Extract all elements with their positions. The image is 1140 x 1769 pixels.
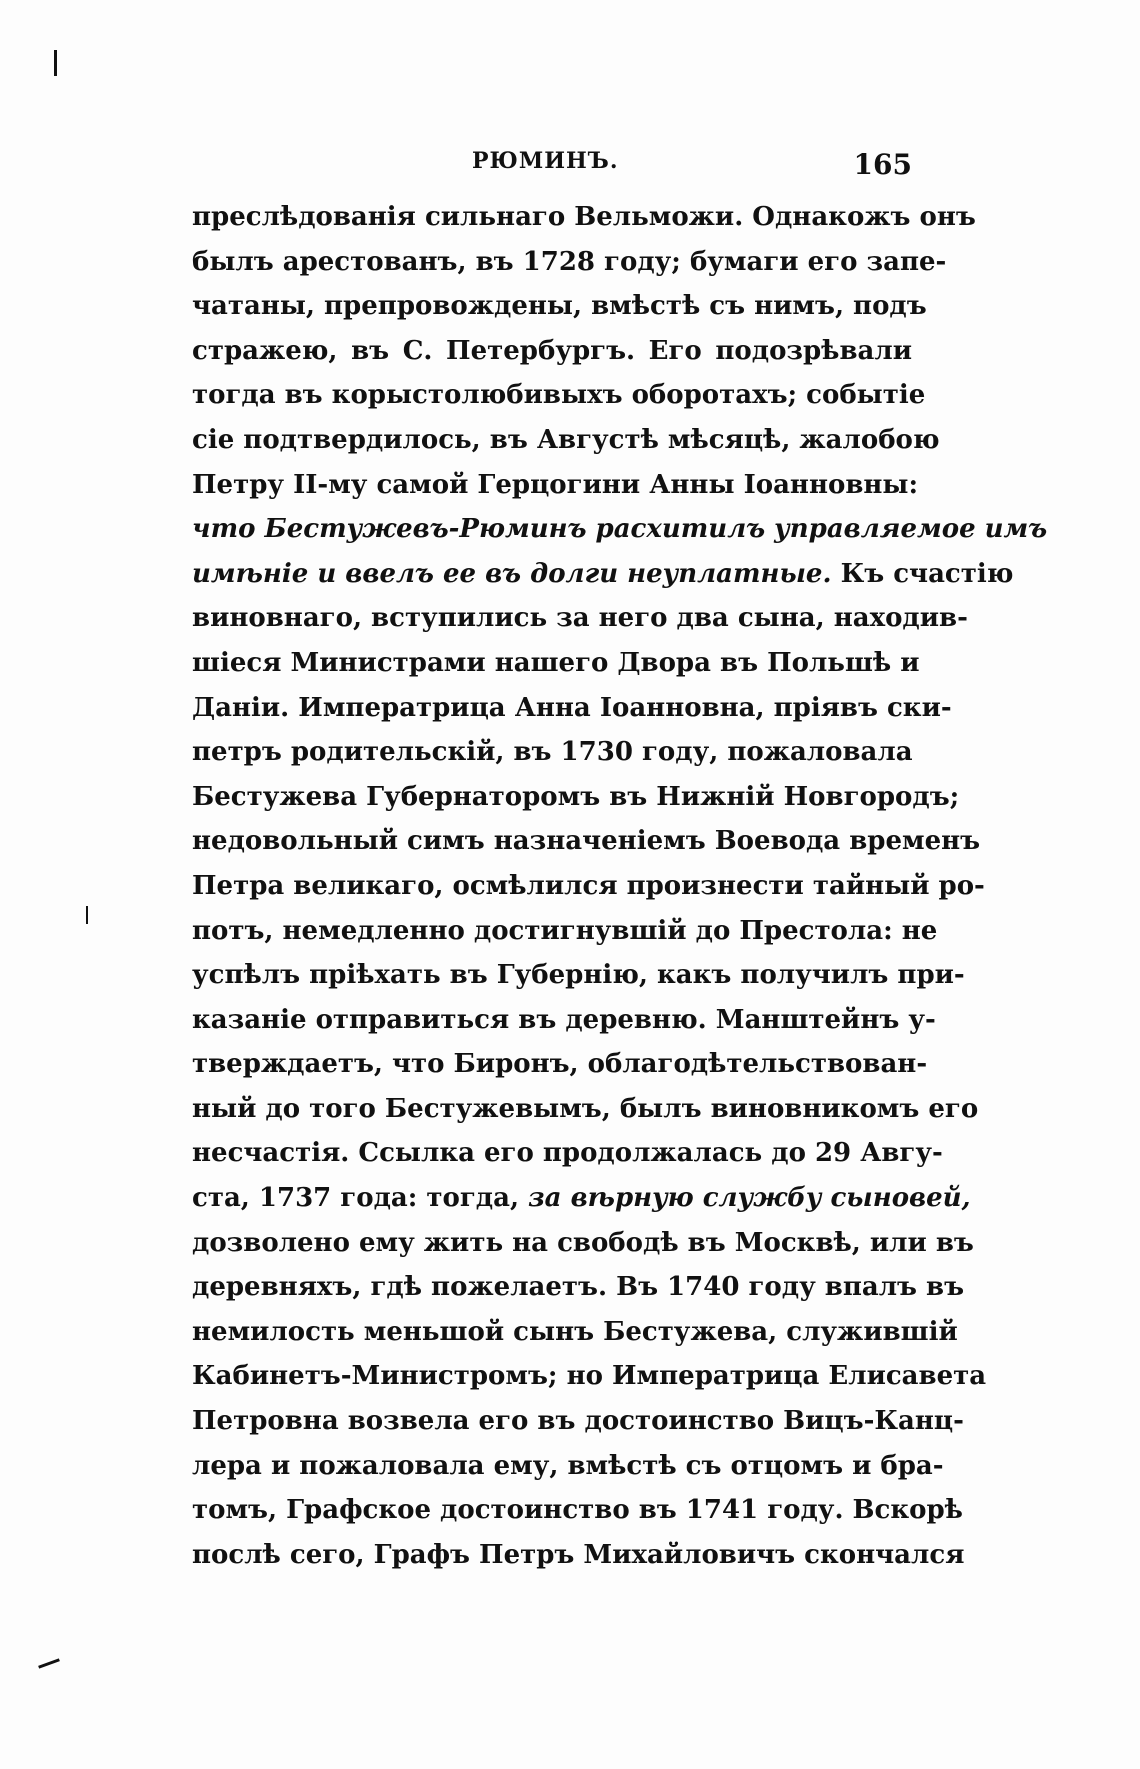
text-line: Петровна возвела его въ достоинство Вицъ-Канц-	[192, 1406, 964, 1437]
text-line: послѣ сего, Графъ Петръ Михайловичъ скончался	[192, 1539, 965, 1570]
text-line: лера и пожаловала ему, вмѣстѣ съ отцомъ и бра-	[192, 1450, 944, 1481]
scan-mark-top-left	[54, 50, 57, 76]
text-line: Петру II-му самой Герцогини Анны Іоанновны:	[192, 469, 919, 500]
text-line: шіеся Министрами нашего Двора въ Польшѣ и	[192, 647, 920, 678]
roman-phrase: ста, 1737 года: тогда,	[192, 1183, 529, 1214]
text-line: дозволено ему жить на свободѣ въ Москвѣ, или въ	[192, 1227, 974, 1258]
text-line: немилость меньшой сынъ Бестужева, служившій	[192, 1316, 958, 1347]
page-number: 165	[853, 148, 912, 181]
text-line: ный до того Бестужевымъ, былъ виновникомъ его	[192, 1093, 979, 1124]
text-line-mixed	[192, 552, 1014, 597]
text-line: Кабинетъ-Министромъ; но Императрица Елисавета	[192, 1361, 987, 1392]
text-line: томъ, Графское достоинство въ 1741 году. Вскорѣ	[192, 1495, 963, 1526]
running-head: РЮМИНЪ.	[472, 148, 619, 174]
text-line: чатаны, препровождены, вмѣстѣ съ нимъ, подъ	[192, 291, 927, 322]
text-line: успѣлъ пріѣхать въ Губернію, какъ получилъ при-	[192, 960, 965, 991]
text-line-italic: что Бестужевъ-Рюминъ расхитилъ управляемое имъ	[192, 514, 1048, 545]
text-line: былъ арестованъ, въ 1728 году; бумаги его запе-	[192, 246, 947, 277]
text-line: петръ родительскій, въ 1730 году, пожаловала	[192, 737, 913, 768]
italic-phrase: имѣніе и ввелъ ее въ долги неуплатные.	[192, 558, 832, 589]
text-line: потъ, немедленно достигнувшій до Престола: не	[192, 915, 938, 946]
text-line: деревняхъ, гдѣ пожелаетъ. Въ 1740 году впалъ въ	[192, 1272, 965, 1303]
text-line-mixed	[192, 1176, 971, 1221]
text-line: тверждаетъ, что Биронъ, облагодѣтельствован-	[192, 1049, 928, 1080]
scan-mark-left	[86, 906, 88, 924]
text-line: преслѣдованія сильнаго Вельможи. Однакожъ онъ	[192, 202, 976, 232]
text-line: Бестужева Губернаторомъ въ Нижній Новгородъ;	[192, 781, 960, 812]
text-line: тогда въ корыстолюбивыхъ оборотахъ; событіе	[192, 380, 926, 411]
page-header	[192, 148, 912, 188]
text-line: несчастія. Ссылка его продолжалась до 29 Авгу-	[192, 1138, 943, 1169]
italic-phrase: за вѣрную службу сыновей,	[528, 1183, 971, 1214]
body-text	[192, 195, 1048, 1577]
text-line: виновнаго, вступились за него два сына, находив-	[192, 603, 968, 634]
text-line: стражею, въ С. Петербургъ. Его подозрѣвали	[192, 335, 912, 366]
roman-phrase: Къ счастію	[831, 558, 1014, 589]
text-line: Даніи. Императрица Анна Іоанновна, пріявъ ски-	[192, 692, 952, 723]
text-line: недовольный симъ назначеніемъ Воевода временъ	[192, 826, 981, 857]
text-line: сіе подтвердилось, въ Августѣ мѣсяцѣ, жалобою	[192, 424, 940, 455]
scan-mark-bottom-left	[38, 1658, 60, 1668]
text-line: Петра великаго, осмѣлился произнести тайный ро-	[192, 870, 985, 901]
text-line: казаніе отправиться въ деревню. Манштейнъ у-	[192, 1004, 936, 1035]
